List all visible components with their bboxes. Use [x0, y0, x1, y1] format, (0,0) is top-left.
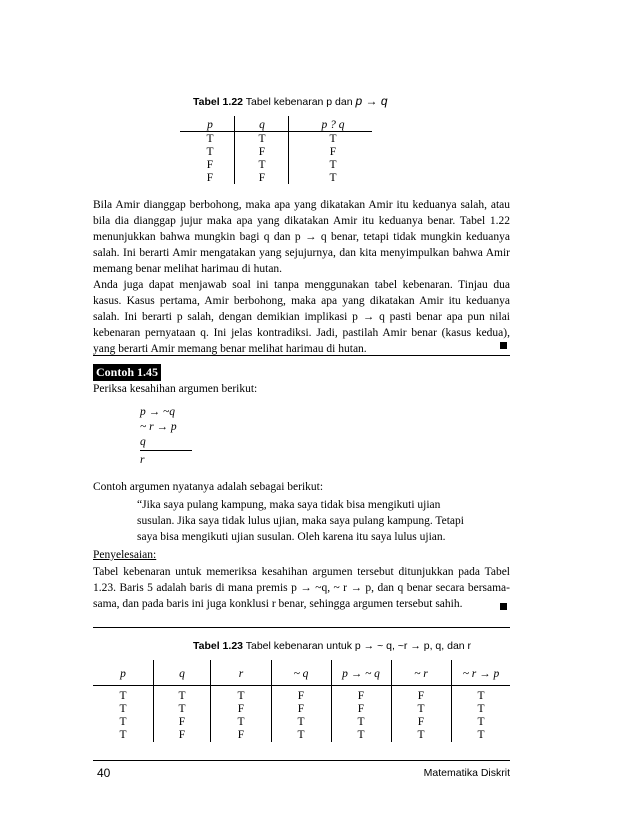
table-123-cell: T: [357, 729, 365, 741]
table-123-cell: T: [417, 729, 425, 741]
table-123-header: ~ r: [414, 668, 428, 680]
table-123-cell: F: [357, 690, 365, 702]
example-quote: “Jika saya pulang kampung, maka saya tidak bisa mengikuti ujian susulan. Jika saya tidak lulus ujian, maka saya pulang kampung. Tetapi saya bisa mengikuti ujian susulan. Oleh karena itu saya lulus ujian.: [137, 499, 464, 543]
premise-1: p → ~q: [140, 406, 175, 418]
table-123-cell: T: [119, 690, 127, 702]
table-122-cell: F: [258, 146, 266, 158]
footer-rule: [93, 760, 510, 761]
page-number: 40: [97, 766, 111, 780]
table-123-cell: F: [237, 703, 245, 715]
table-123-header: p → ~ q: [342, 668, 380, 680]
table-123-header: ~ r → p: [462, 668, 500, 680]
table-123-cell: F: [178, 729, 186, 741]
example-intro: Periksa kesahihan argumen berikut:: [93, 383, 258, 395]
table-123-caption-label: Tabel 1.23: [193, 640, 243, 652]
table-123: [93, 660, 510, 742]
table-122-cell: T: [329, 172, 337, 184]
table-122-cell: T: [258, 159, 266, 171]
table-122-cell: F: [206, 159, 214, 171]
conclusion: r: [140, 454, 145, 466]
premise-2: ~ r → p: [140, 421, 177, 433]
real-example-intro: Contoh argumen nyatanya adalah sebagai berikut:: [93, 481, 324, 493]
table-122-cell: T: [206, 133, 214, 145]
table-122-header-pq: p ? q: [321, 119, 345, 131]
table-122-caption-label: Tabel 1.22: [193, 96, 243, 108]
table-123-cell: T: [477, 690, 485, 702]
table-123-cell: F: [297, 690, 305, 702]
table-122-caption-formula: p → q: [355, 94, 388, 108]
table-123-header: p: [120, 668, 126, 680]
premise-3: q: [140, 436, 146, 448]
table-123-cell: T: [178, 690, 186, 702]
table-122-caption-text: Tabel kebenaran p dan: [245, 96, 353, 108]
example-title: Contoh 1.45: [93, 364, 161, 381]
table-123-cell: T: [119, 703, 127, 715]
table-123-caption-text: Tabel kebenaran untuk p → ~ q, ~r → p, q, dan r: [245, 640, 472, 652]
table-122-cell: F: [258, 172, 266, 184]
table-123-cell: T: [119, 729, 127, 741]
table-123-cell: F: [178, 716, 186, 728]
table-123-header-rule: [93, 685, 510, 686]
table-123-cell: F: [417, 716, 425, 728]
table-122-header-rule: [180, 131, 372, 132]
paragraph-2: Anda juga dapat menjawab soal ini tanpa menggunakan tabel kebenaran. Tinjau dua kasus. Kasus pertama, Amir berbohong, maka apa yang dikatakan Amir itu keduanya salah. Ini berarti p salah, dengan demikian implikasi p → q pasti benar apa pun nilai kebenaran pernyataan q. Ini jelas kontradiksi. Jadi, pastilah Amir benar (kasus kedua), yang berarti Amir memang benar melihat harimau di hutan.: [93, 279, 510, 355]
table-123-cell: F: [297, 703, 305, 715]
table-122-cell: F: [329, 146, 337, 158]
table-123-caption: [193, 640, 471, 652]
section-divider-bottom: [93, 627, 510, 628]
table-123-header: q: [179, 668, 185, 680]
table-122-cell: T: [329, 159, 337, 171]
table-122-cell: T: [258, 133, 266, 145]
table-123-cell: T: [417, 703, 425, 715]
table-122-caption: [193, 94, 388, 108]
table-123-header: r: [238, 668, 244, 680]
table-123-cell: T: [357, 716, 365, 728]
solution-text: Tabel kebenaran untuk memeriksa kesahihan argumen tersebut ditunjukkan pada Tabel 1.23. Baris 5 adalah baris di mana premis p → ~q, ~ r → p, dan q benar secara bersama-sama, dan pada baris ini juga konklusi r benar, sehingga argumen tersebut sahih.: [93, 566, 510, 610]
table-122-cell: F: [206, 172, 214, 184]
table-123-cell: T: [477, 703, 485, 715]
table-123-header: ~ q: [293, 668, 309, 680]
book-title: Matematika Diskrit: [423, 767, 510, 779]
table-123-cell: T: [477, 729, 485, 741]
table-123-cell: T: [297, 716, 305, 728]
table-123-cell: F: [417, 690, 425, 702]
paragraph-1: Bila Amir dianggap berbohong, maka apa yang dikatakan Amir itu keduanya salah, atau bila dia dianggap jujur maka apa yang dikatakan Amir itu keduanya benar. Tabel 1.22 menunjukkan bahwa mungkin bagi q dan p → q benar, tetapi tidak mungkin keduanya salah. Ini berarti Amir mengatakan yang sejujurnya, dan kita menyimpulkan bahwa Amir memang benar melihat harimau di hutan.: [93, 199, 510, 275]
table-123-cell: T: [119, 716, 127, 728]
table-123-cell: T: [178, 703, 186, 715]
table-123-cell: T: [297, 729, 305, 741]
solution-heading: Penyelesaian:: [93, 549, 157, 561]
table-122-cell: T: [329, 133, 337, 145]
table-122-header-p: p: [207, 119, 213, 131]
end-of-solution-icon: [500, 603, 507, 610]
table-123-cell: F: [237, 729, 245, 741]
table-122-cell: T: [206, 146, 214, 158]
table-123-cell: F: [357, 703, 365, 715]
table-123-cell: T: [477, 716, 485, 728]
table-123-cell: T: [237, 716, 245, 728]
end-of-proof-icon: [500, 342, 507, 349]
argument-rule: [140, 450, 192, 451]
table-122: [180, 116, 380, 186]
table-123-cell: T: [237, 690, 245, 702]
section-divider-top: [93, 355, 510, 356]
table-122-header-q: q: [259, 119, 265, 131]
